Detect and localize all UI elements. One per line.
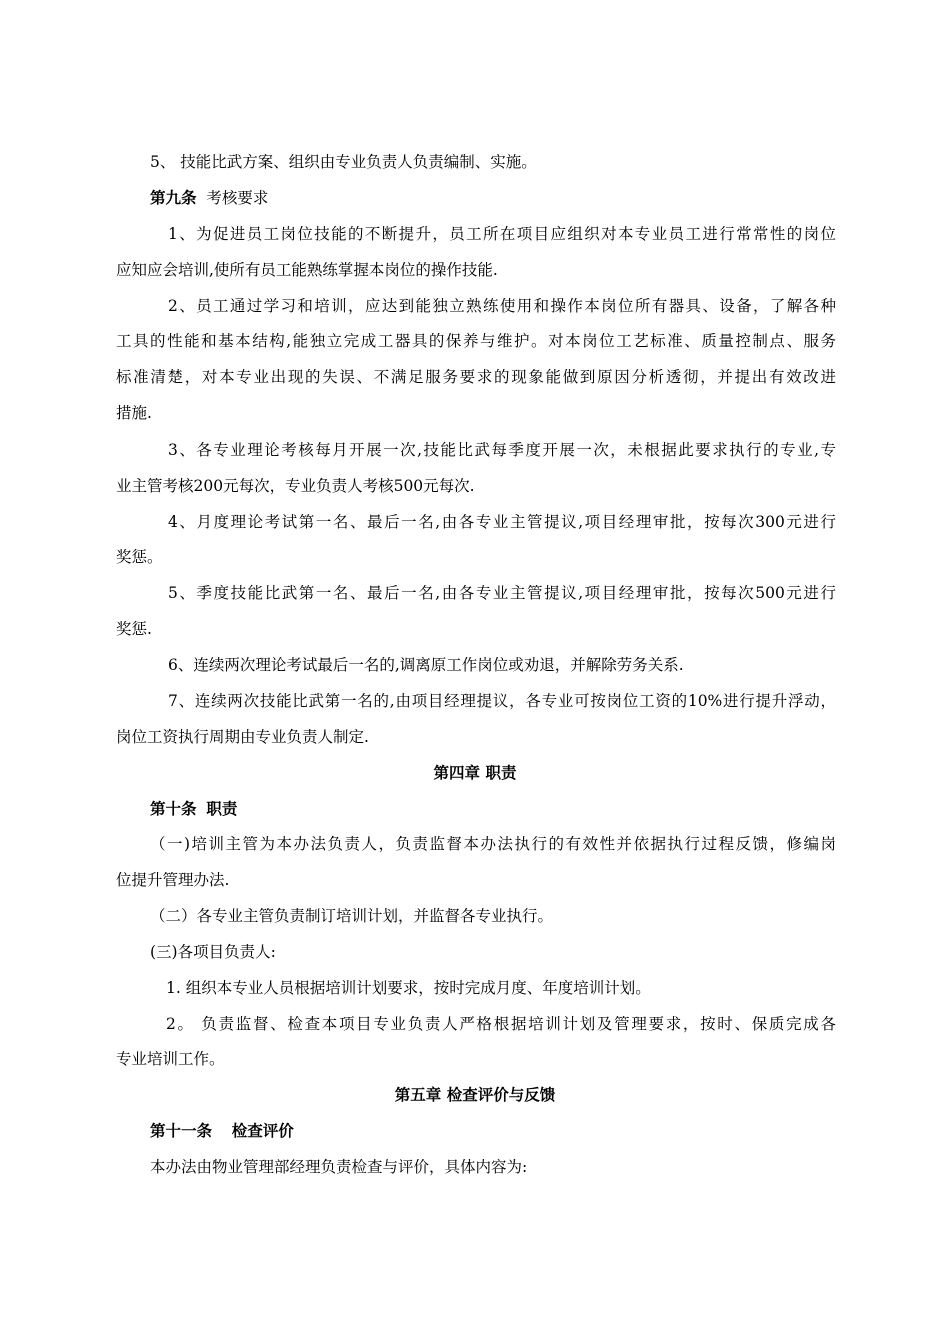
paragraph-line: 6、连续两次理论考试最后一名的,调离原工作岗位或劝退，并解除劳务关系. — [168, 656, 684, 674]
paragraph-line: 5、季度技能比武第一名、最后一名,由各专业主管提议,项目经理审批，按每次500元进行 — [168, 584, 836, 602]
paragraph-line: 奖惩. — [116, 620, 152, 638]
paragraph-line: 专业培训工作。 — [116, 1050, 225, 1068]
paragraph-line: 2。 负责监督、检查本项目专业负责人严格根据培训计划及管理要求，按时、保质完成各 — [166, 1015, 836, 1033]
chapter-heading: 第五章 检查评价与反馈 — [394, 1085, 556, 1104]
article-label: 第十条 — [150, 799, 197, 818]
paragraph-line: 5、 技能比武方案、组织由专业负责人负责编制、实施。 — [150, 153, 537, 171]
article-label: 第十一条 — [150, 1121, 213, 1140]
paragraph-line: 4、月度理论考试第一名、最后一名,由各专业主管提议,项目经理审批，按每次300元进行 — [168, 513, 836, 531]
paragraph-line: 措施. — [116, 404, 152, 422]
paragraph-line: 奖惩。 — [116, 548, 163, 566]
article-heading — [116, 799, 836, 819]
paragraph-line: 本办法由物业管理部经理负责检查与评价，具体内容为: — [150, 1158, 528, 1176]
article-title: 检查评价 — [231, 1121, 294, 1140]
paragraph-line: 1、为促进员工岗位技能的不断提升，员工所在项目应组织对本专业员工进行常常性的岗位 — [168, 225, 836, 243]
paragraph-line: 岗位工资执行周期由专业负责人制定. — [116, 728, 369, 746]
chapter-heading: 第四章 职责 — [433, 763, 517, 782]
article-title: 职责 — [206, 799, 238, 818]
paragraph-line: （二）各专业主管负责制订培训计划，并监督各专业执行。 — [150, 907, 554, 925]
article-heading — [116, 188, 836, 208]
paragraph-line: 标准清楚，对本专业出现的失误、不满足服务要求的现象能做到原因分析透彻，并提出有效改进 — [116, 368, 836, 386]
article-title: 考核要求 — [206, 189, 269, 207]
paragraph-line: 2、员工通过学习和培训，应达到能独立熟练使用和操作本岗位所有器具、设备，了解各种 — [168, 297, 836, 315]
paragraph-line: （一)培训主管为本办法负责人，负责监督本办法执行的有效性并依据执行过程反馈，修编岗 — [150, 835, 836, 853]
paragraph-line: 应知应会培训,使所有员工能熟练掌握本岗位的操作技能. — [116, 261, 498, 279]
article-label: 第九条 — [150, 188, 197, 207]
paragraph-line: 7、连续两次技能比武第一名的,由项目经理提议，各专业可按岗位工资的10%进行提升浮动， — [168, 692, 836, 710]
article-heading — [116, 1121, 836, 1141]
paragraph-line: 位提升管理办法. — [116, 871, 230, 889]
paragraph-line: 业主管考核200元每次，专业负责人考核500元每次. — [116, 477, 475, 495]
paragraph-line: 1. 组织本专业人员根据培训计划要求，按时完成月度、年度培训计划。 — [166, 979, 651, 997]
paragraph-line: (三)各项目负责人: — [150, 943, 276, 961]
paragraph-line: 工具的性能和基本结构,能独立完成工器具的保养与维护。对本岗位工艺标准、质量控制点、服务 — [116, 332, 836, 350]
paragraph-line: 3、各专业理论考核每月开展一次,技能比武每季度开展一次，未根据此要求执行的专业,专 — [168, 441, 836, 459]
